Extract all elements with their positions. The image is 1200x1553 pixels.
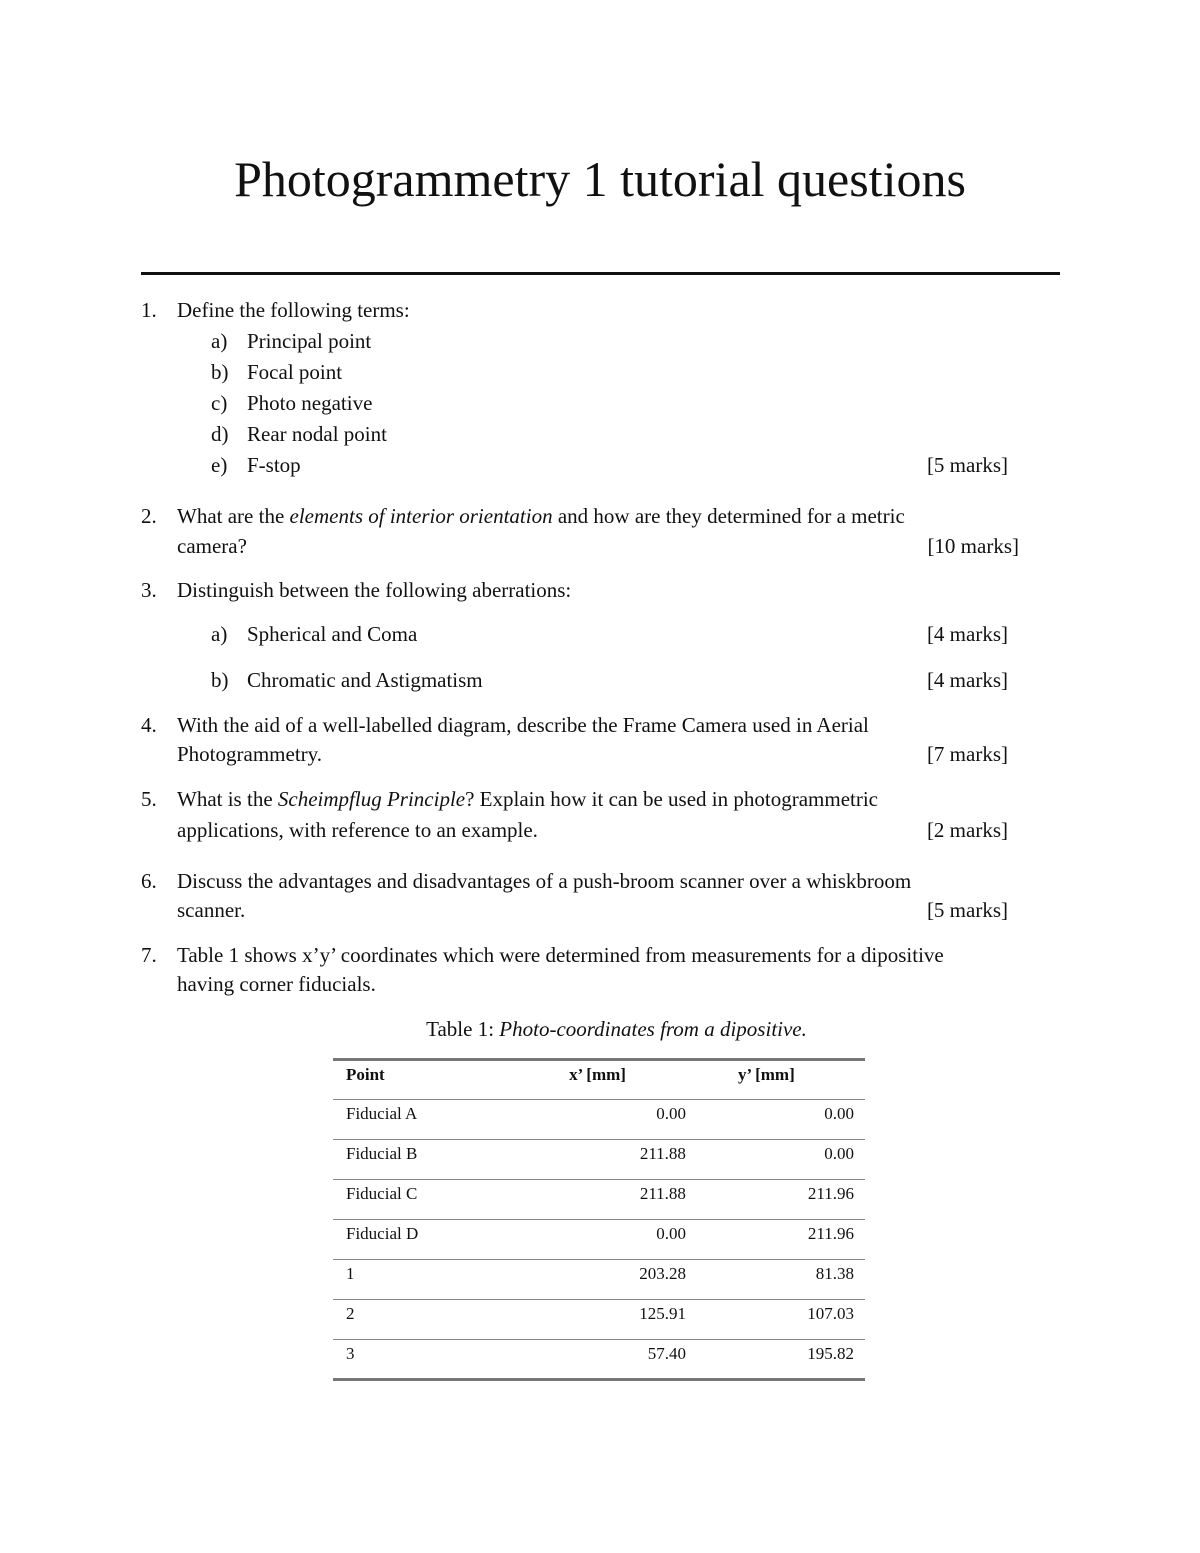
cell-y: 0.00 — [824, 1144, 854, 1163]
q2-text — [177, 503, 905, 529]
page-title: Photogrammetry 1 tutorial questions — [234, 151, 966, 207]
q3-item-marks: [4 marks] — [926, 622, 1008, 646]
q3-item-label: a) — [211, 622, 228, 646]
cell-y: 0.00 — [824, 1104, 854, 1123]
cell-point: Fiducial D — [346, 1224, 419, 1243]
cell-x: 57.40 — [647, 1344, 686, 1363]
q3-item-marks: [4 marks] — [926, 668, 1008, 692]
q4-number: 4. — [141, 713, 157, 737]
q1-item-label: a) — [211, 329, 228, 353]
q6-number: 6. — [141, 869, 157, 893]
cell-y: 107.03 — [807, 1304, 854, 1323]
column-header-y: y’ [mm] — [737, 1065, 795, 1084]
cell-point: 1 — [346, 1264, 355, 1283]
q6-text-line1: Discuss the advantages and disadvantages of a push-broom scanner over a whiskbroom — [177, 869, 912, 893]
table-row — [333, 1140, 865, 1180]
q2-text-line2: camera? — [177, 534, 247, 558]
q1-marks: [5 marks] — [926, 453, 1008, 477]
cell-x: 125.91 — [639, 1304, 686, 1323]
cell-point: 2 — [346, 1304, 355, 1323]
cell-x: 203.28 — [639, 1264, 686, 1283]
q1-item-text: Focal point — [247, 360, 343, 384]
column-header-x: x’ [mm] — [569, 1065, 626, 1084]
column-header-point: Point — [346, 1065, 385, 1084]
cell-point: 3 — [346, 1344, 355, 1363]
q5-text-pre: What is the — [177, 787, 278, 811]
q2-marks: [10 marks] — [927, 534, 1019, 558]
table-row — [333, 1180, 865, 1220]
q2-number: 2. — [141, 504, 157, 528]
q1-item-text: F-stop — [247, 453, 301, 477]
q1-number: 1. — [141, 298, 157, 322]
table-header-row — [333, 1060, 865, 1100]
table-row — [333, 1300, 865, 1340]
cell-y: 211.96 — [807, 1184, 854, 1203]
cell-y: 211.96 — [807, 1224, 854, 1243]
cell-x: 0.00 — [656, 1224, 686, 1243]
cell-point: Fiducial A — [346, 1104, 418, 1123]
q5-marks: [2 marks] — [926, 818, 1008, 842]
table-row — [333, 1260, 865, 1300]
q4-text-line1: With the aid of a well-labelled diagram, describe the Frame Camera used in Aerial — [177, 713, 869, 737]
q5-text — [177, 786, 878, 812]
q1-item-label: b) — [211, 360, 229, 384]
q1-item-text: Principal point — [247, 329, 372, 353]
q4-marks: [7 marks] — [926, 742, 1008, 766]
q3-item-label: b) — [211, 668, 229, 692]
table-row — [333, 1100, 865, 1140]
cell-y: 81.38 — [815, 1264, 854, 1283]
q3-number: 3. — [141, 578, 157, 602]
q1-text: Define the following terms: — [177, 298, 410, 322]
table-row — [333, 1220, 865, 1260]
q7-number: 7. — [141, 943, 157, 967]
q3-item-text: Chromatic and Astigmatism — [247, 668, 483, 692]
title-divider — [141, 272, 1060, 275]
q1-item-label: e) — [211, 453, 228, 477]
q3-item-text: Spherical and Coma — [247, 622, 418, 646]
q6-marks: [5 marks] — [926, 898, 1008, 922]
q1-item-label: c) — [211, 391, 228, 415]
cell-x: 211.88 — [639, 1184, 686, 1203]
q2-text-post: and how are they determined for a metric — [552, 504, 905, 528]
q2-emphasis: elements of interior orientation — [289, 504, 553, 528]
table-caption-prefix: Table 1: — [426, 1017, 500, 1041]
q7-text-line2: having corner fiducials. — [177, 972, 376, 996]
q1-item-text: Rear nodal point — [247, 422, 387, 446]
q5-emphasis: Scheimpflug Principle — [277, 787, 466, 811]
q1-item-text: Photo negative — [247, 391, 373, 415]
q5-number: 5. — [141, 787, 157, 811]
table-caption-title: Photo-coordinates from a dipositive. — [499, 1017, 807, 1041]
cell-point: Fiducial B — [346, 1144, 418, 1163]
q1-item-label: d) — [211, 422, 229, 446]
cell-point: Fiducial C — [346, 1184, 418, 1203]
q7-text-line1: Table 1 shows x’y’ coordinates which were determined from measurements for a dipositive — [177, 943, 944, 967]
cell-x: 211.88 — [639, 1144, 686, 1163]
q3-text: Distinguish between the following aberrations: — [177, 578, 572, 602]
table-row — [333, 1340, 865, 1380]
coordinates-table — [333, 1058, 865, 1381]
q5-text-line2: applications, with reference to an example. — [177, 818, 538, 842]
cell-y: 195.82 — [807, 1344, 854, 1363]
q5-text-post: ? Explain how it can be used in photogrammetric — [465, 787, 878, 811]
q2-text-pre: What are the — [177, 504, 290, 528]
q4-text-line2: Photogrammetry. — [177, 742, 323, 766]
table-caption — [0, 1016, 1200, 1042]
q6-text-line2: scanner. — [177, 898, 246, 922]
cell-x: 0.00 — [656, 1104, 686, 1123]
